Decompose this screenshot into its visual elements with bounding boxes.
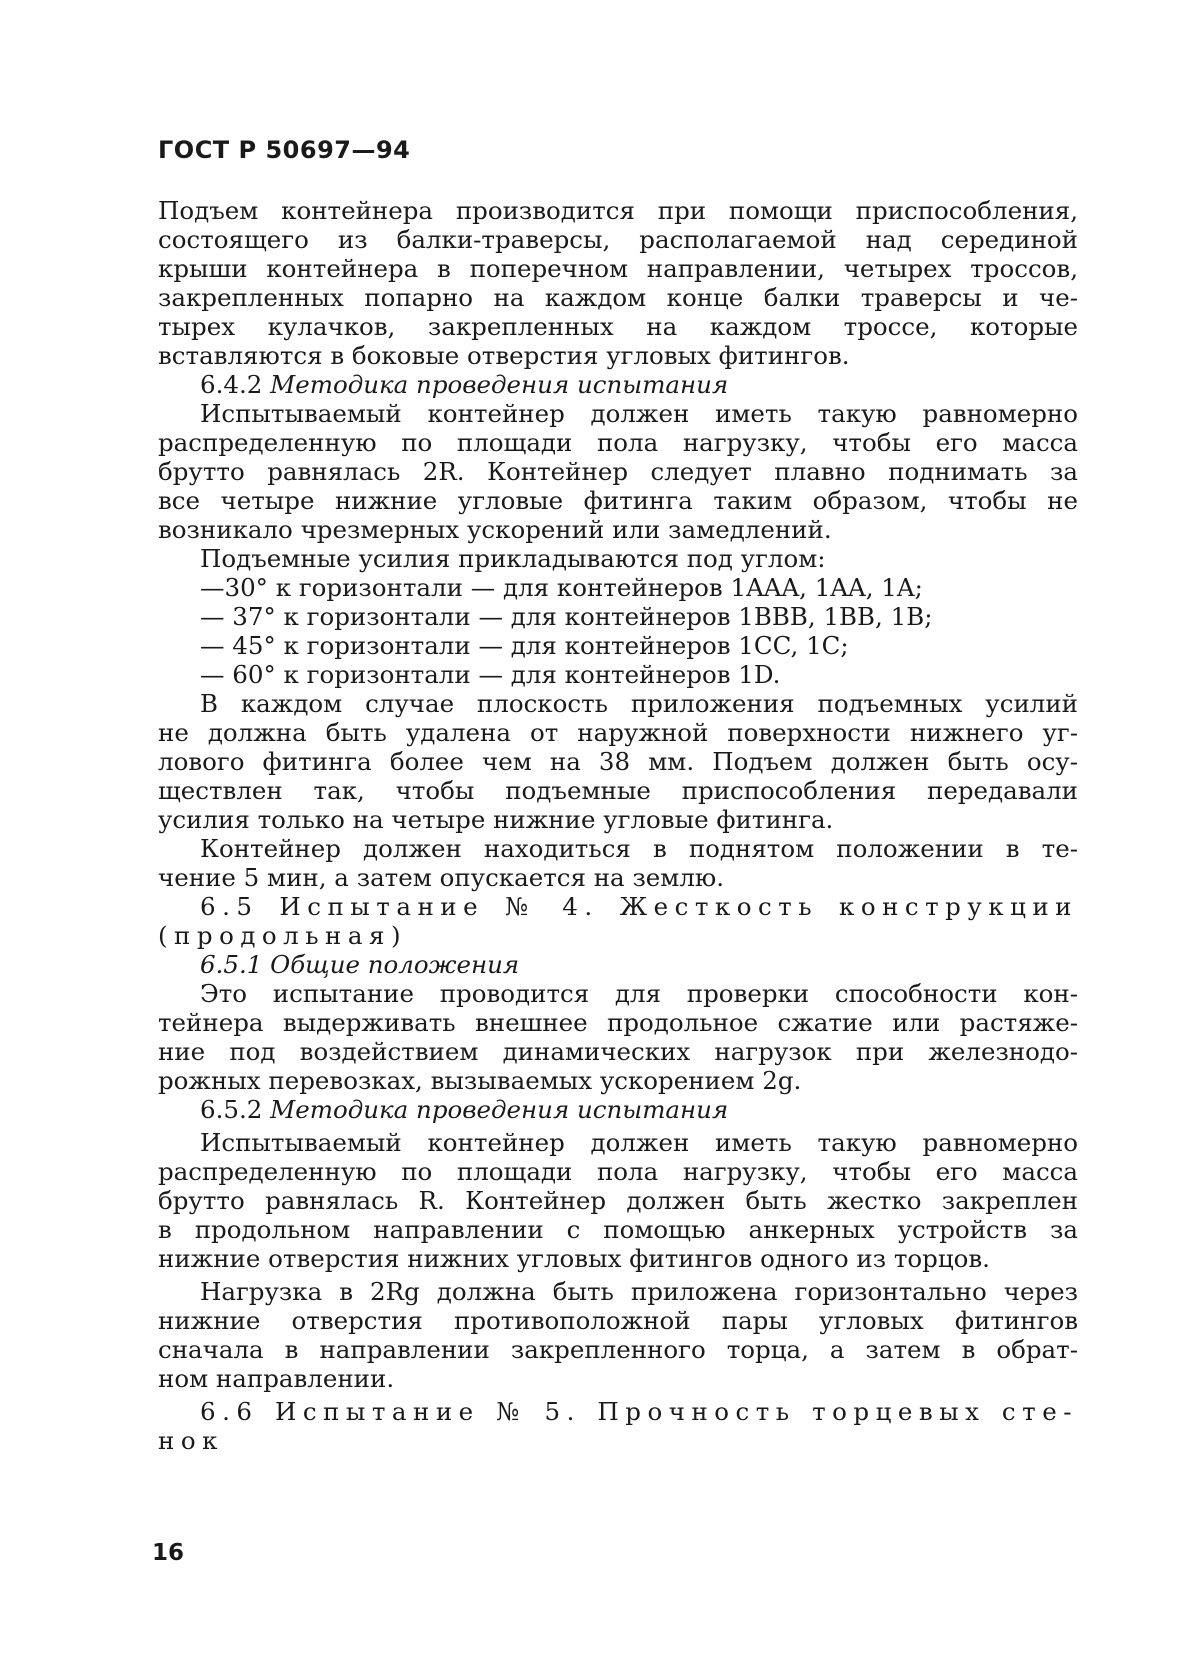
text-line: крыши контейнера в поперечном направлении, четырех троссов, bbox=[158, 254, 1078, 283]
text-line: брутто равнялась R. Контейнер должен быть жестко закреплен bbox=[158, 1186, 1078, 1215]
page-number: 16 bbox=[152, 1540, 185, 1566]
section-heading: нок bbox=[158, 1426, 224, 1455]
text-line: Контейнер должен находиться в поднятом положении в те- bbox=[200, 834, 1078, 863]
text-line: Испытываемый контейнер должен иметь такую равномерно bbox=[200, 399, 1078, 428]
text-line: нижние отверстия нижних угловых фитингов одного из торцов. bbox=[158, 1244, 990, 1273]
text-line: возникало чрезмерных ускорений или замедлений. bbox=[158, 515, 832, 544]
text-line: усилия только на четыре нижние угловые фитинга. bbox=[158, 805, 834, 834]
text-line: ном направлении. bbox=[158, 1364, 395, 1393]
subsection-heading bbox=[158, 1095, 1078, 1124]
text-line: вставляются в боковые отверстия угловых фитингов. bbox=[158, 341, 850, 370]
text-line: брутто равнялась 2R. Контейнер следует плавно поднимать за bbox=[158, 457, 1078, 486]
text-line: Подъем контейнера производится при помощи приспособления, bbox=[158, 196, 1078, 225]
text-line: нижние отверстия противоположной пары угловых фитингов bbox=[158, 1306, 1078, 1335]
text-line: рожных перевозках, вызываемых ускорением 2g. bbox=[158, 1066, 802, 1095]
section-number: 6.4.2 bbox=[200, 370, 271, 399]
section-heading: (продольная) bbox=[158, 921, 408, 950]
subsection-heading bbox=[158, 950, 1078, 979]
page-body bbox=[158, 196, 1078, 1455]
list-item: — 45° к горизонтали — для контейнеров 1CC, 1C; bbox=[200, 631, 849, 660]
text-line: закрепленных попарно на каждом конце балки траверсы и че- bbox=[158, 283, 1078, 312]
text-line: В каждом случае плоскость приложения подъемных усилий bbox=[200, 689, 1078, 718]
text-line: не должна быть удалена от наружной поверхности нижнего уг- bbox=[158, 718, 1078, 747]
section-number: 6.5.1 bbox=[200, 950, 271, 979]
text-line: распределенную по площади пола нагрузку, чтобы его масса bbox=[158, 428, 1078, 457]
section-title: Общие положения bbox=[270, 950, 520, 979]
text-line: тырех кулачков, закрепленных на каждом троссе, которые bbox=[158, 312, 1078, 341]
list-item: — 37° к горизонтали — для контейнеров 1BBB, 1BB, 1B; bbox=[200, 602, 933, 631]
text-line: чение 5 мин, а затем опускается на землю. bbox=[158, 863, 725, 892]
text-line: Это испытание проводится для проверки способности кон- bbox=[200, 979, 1078, 1008]
text-line: лового фитинга более чем на 38 мм. Подъем должен быть осу- bbox=[158, 747, 1078, 776]
text-line: распределенную по площади пола нагрузку, чтобы его масса bbox=[158, 1157, 1078, 1186]
text-line: все четыре нижние угловые фитинга таким образом, чтобы не bbox=[158, 486, 1078, 515]
text-line: ществлен так, чтобы подъемные приспособления передавали bbox=[158, 776, 1078, 805]
text-line: Нагрузка в 2Rg должна быть приложена горизонтально через bbox=[200, 1277, 1078, 1306]
text-line: Испытываемый контейнер должен иметь такую равномерно bbox=[200, 1128, 1078, 1157]
section-number: 6.5.2 bbox=[200, 1095, 271, 1124]
document-header: ГОСТ Р 50697—94 bbox=[158, 136, 411, 164]
section-title: Методика проведения испытания bbox=[270, 1095, 729, 1124]
subsection-heading bbox=[158, 370, 1078, 399]
text-line: состоящего из балки-траверсы, располагаемой над серединой bbox=[158, 225, 1078, 254]
text-line: в продольном направлении с помощью анкерных устройств за bbox=[158, 1215, 1078, 1244]
section-title: Методика проведения испытания bbox=[270, 370, 729, 399]
text-line: сначала в направлении закрепленного торца, а затем в обрат- bbox=[158, 1335, 1078, 1364]
text-line: тейнера выдерживать внешнее продольное сжатие или растяже- bbox=[158, 1008, 1078, 1037]
text-line: Подъемные усилия прикладываются под углом: bbox=[200, 544, 826, 573]
text-line: ние под воздействием динамических нагрузок при железнодо- bbox=[158, 1037, 1078, 1066]
list-item: — 60° к горизонтали — для контейнеров 1D. bbox=[200, 660, 781, 689]
list-item: —30° к горизонтали — для контейнеров 1AAA, 1AA, 1A; bbox=[200, 573, 923, 602]
section-heading: 6.6 Испытание № 5. Прочность торцевых сте- bbox=[200, 1397, 1078, 1426]
section-heading: 6.5 Испытание № 4. Жесткость конструкции bbox=[200, 892, 1078, 921]
